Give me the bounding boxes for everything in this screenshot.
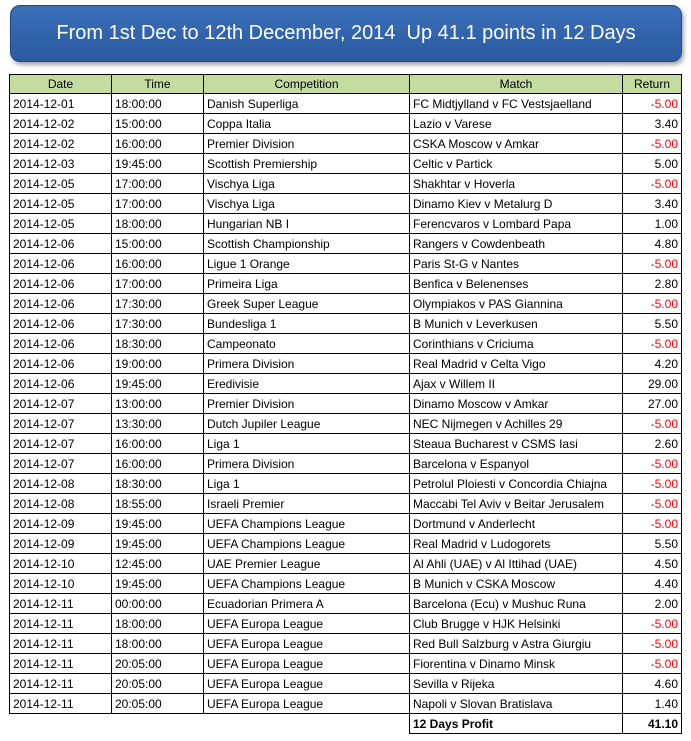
return-cell: -5.00 <box>623 474 682 494</box>
table-row <box>10 254 682 274</box>
competition-cell: Greek Super League <box>204 294 410 314</box>
date-cell: 2014-12-11 <box>10 694 112 714</box>
total-row <box>10 714 682 734</box>
table-row <box>10 214 682 234</box>
column-header-competition: Competition <box>204 75 410 94</box>
match-cell: Real Madrid v Ludogorets <box>410 534 623 554</box>
time-cell: 16:00:00 <box>112 134 204 154</box>
table-row <box>10 434 682 454</box>
competition-cell: Primera Division <box>204 354 410 374</box>
match-cell: B Munich v Leverkusen <box>410 314 623 334</box>
return-cell: 1.00 <box>623 214 682 234</box>
match-cell: Club Brugge v HJK Helsinki <box>410 614 623 634</box>
competition-cell: Vischya Liga <box>204 174 410 194</box>
table-row <box>10 154 682 174</box>
header-row <box>10 75 682 94</box>
time-cell: 18:00:00 <box>112 94 204 114</box>
match-cell: Ferencvaros v Lombard Papa <box>410 214 623 234</box>
date-cell: 2014-12-07 <box>10 414 112 434</box>
date-cell: 2014-12-10 <box>10 574 112 594</box>
column-header-return: Return <box>623 75 682 94</box>
competition-cell: UEFA Champions League <box>204 514 410 534</box>
match-cell: Ajax v Willem II <box>410 374 623 394</box>
competition-cell: UEFA Europa League <box>204 614 410 634</box>
competition-cell: UEFA Champions League <box>204 534 410 554</box>
competition-cell: Eredivisie <box>204 374 410 394</box>
match-cell: Dinamo Kiev v Metalurg D <box>410 194 623 214</box>
table-row <box>10 514 682 534</box>
time-cell: 17:30:00 <box>112 294 204 314</box>
total-blank-cell <box>204 714 410 734</box>
return-cell: -5.00 <box>623 614 682 634</box>
date-cell: 2014-12-05 <box>10 194 112 214</box>
time-cell: 18:30:00 <box>112 474 204 494</box>
table-row <box>10 94 682 114</box>
table-row <box>10 114 682 134</box>
return-cell: -5.00 <box>623 634 682 654</box>
match-cell: CSKA Moscow v Amkar <box>410 134 623 154</box>
competition-cell: Israeli Premier <box>204 494 410 514</box>
date-cell: 2014-12-05 <box>10 214 112 234</box>
results-table <box>9 74 682 734</box>
return-cell: 27.00 <box>623 394 682 414</box>
match-cell: Lazio v Varese <box>410 114 623 134</box>
time-cell: 19:45:00 <box>112 534 204 554</box>
time-cell: 19:45:00 <box>112 574 204 594</box>
match-cell: Real Madrid v Celta Vigo <box>410 354 623 374</box>
return-cell: -5.00 <box>623 334 682 354</box>
match-cell: Dinamo Moscow v Amkar <box>410 394 623 414</box>
time-cell: 17:00:00 <box>112 174 204 194</box>
match-cell: Barcelona (Ecu) v Mushuc Runa <box>410 594 623 614</box>
return-cell: 5.50 <box>623 534 682 554</box>
match-cell: Olympiakos v PAS Giannina <box>410 294 623 314</box>
total-label: 12 Days Profit <box>410 714 623 734</box>
date-cell: 2014-12-05 <box>10 174 112 194</box>
time-cell: 13:30:00 <box>112 414 204 434</box>
match-cell: Al Ahli (UAE) v Al Ittihad (UAE) <box>410 554 623 574</box>
return-cell: -5.00 <box>623 654 682 674</box>
match-cell: Sevilla v Rijeka <box>410 674 623 694</box>
match-cell: Maccabi Tel Aviv v Beitar Jerusalem <box>410 494 623 514</box>
competition-cell: Bundesliga 1 <box>204 314 410 334</box>
date-cell: 2014-12-11 <box>10 634 112 654</box>
time-cell: 13:00:00 <box>112 394 204 414</box>
competition-cell: UAE Premier League <box>204 554 410 574</box>
competition-cell: Premier Division <box>204 394 410 414</box>
time-cell: 18:00:00 <box>112 214 204 234</box>
table-row <box>10 394 682 414</box>
return-cell: 2.80 <box>623 274 682 294</box>
time-cell: 19:45:00 <box>112 514 204 534</box>
time-cell: 18:30:00 <box>112 334 204 354</box>
time-cell: 19:45:00 <box>112 374 204 394</box>
return-cell: 4.80 <box>623 234 682 254</box>
return-cell: -5.00 <box>623 294 682 314</box>
return-cell: -5.00 <box>623 134 682 154</box>
date-cell: 2014-12-11 <box>10 594 112 614</box>
table-row <box>10 194 682 214</box>
competition-cell: Hungarian NB I <box>204 214 410 234</box>
time-cell: 17:00:00 <box>112 274 204 294</box>
match-cell: Barcelona v Espanyol <box>410 454 623 474</box>
date-cell: 2014-12-06 <box>10 254 112 274</box>
date-cell: 2014-12-07 <box>10 394 112 414</box>
table-row <box>10 314 682 334</box>
competition-cell: UEFA Champions League <box>204 574 410 594</box>
column-header-date: Date <box>10 75 112 94</box>
table-row <box>10 534 682 554</box>
time-cell: 17:00:00 <box>112 194 204 214</box>
table-row <box>10 374 682 394</box>
competition-cell: UEFA Europa League <box>204 674 410 694</box>
total-blank-cell <box>10 714 112 734</box>
time-cell: 15:00:00 <box>112 234 204 254</box>
return-cell: 1.40 <box>623 694 682 714</box>
total-value: 41.10 <box>623 714 682 734</box>
date-cell: 2014-12-06 <box>10 274 112 294</box>
return-cell: -5.00 <box>623 514 682 534</box>
total-blank-cell <box>112 714 204 734</box>
date-cell: 2014-12-06 <box>10 314 112 334</box>
table-row <box>10 594 682 614</box>
date-cell: 2014-12-02 <box>10 134 112 154</box>
time-cell: 16:00:00 <box>112 254 204 274</box>
date-cell: 2014-12-06 <box>10 294 112 314</box>
match-cell: Steaua Bucharest v CSMS Iasi <box>410 434 623 454</box>
return-cell: 3.40 <box>623 194 682 214</box>
competition-cell: Primera Division <box>204 454 410 474</box>
competition-cell: Liga 1 <box>204 474 410 494</box>
date-cell: 2014-12-06 <box>10 234 112 254</box>
return-cell: 3.40 <box>623 114 682 134</box>
date-cell: 2014-12-02 <box>10 114 112 134</box>
competition-cell: Scottish Premiership <box>204 154 410 174</box>
return-cell: -5.00 <box>623 414 682 434</box>
time-cell: 18:00:00 <box>112 634 204 654</box>
return-cell: 29.00 <box>623 374 682 394</box>
return-cell: -5.00 <box>623 94 682 114</box>
column-header-match: Match <box>410 75 623 94</box>
match-cell: Paris St-G v Nantes <box>410 254 623 274</box>
return-cell: 5.50 <box>623 314 682 334</box>
table-row <box>10 414 682 434</box>
competition-cell: UEFA Europa League <box>204 634 410 654</box>
time-cell: 19:45:00 <box>112 154 204 174</box>
table-row <box>10 274 682 294</box>
table-row <box>10 294 682 314</box>
competition-cell: Ligue 1 Orange <box>204 254 410 274</box>
return-cell: -5.00 <box>623 494 682 514</box>
return-cell: 4.60 <box>623 674 682 694</box>
match-cell: Shakhtar v Hoverla <box>410 174 623 194</box>
time-cell: 16:00:00 <box>112 454 204 474</box>
match-cell: Corinthians v Criciuma <box>410 334 623 354</box>
table-row <box>10 134 682 154</box>
competition-cell: UEFA Europa League <box>204 654 410 674</box>
return-cell: 4.20 <box>623 354 682 374</box>
date-cell: 2014-12-06 <box>10 354 112 374</box>
return-cell: 5.00 <box>623 154 682 174</box>
date-cell: 2014-12-11 <box>10 614 112 634</box>
time-cell: 20:05:00 <box>112 674 204 694</box>
table-row <box>10 174 682 194</box>
date-cell: 2014-12-06 <box>10 374 112 394</box>
match-cell: Celtic v Partick <box>410 154 623 174</box>
date-cell: 2014-12-10 <box>10 554 112 574</box>
date-cell: 2014-12-07 <box>10 434 112 454</box>
table-row <box>10 334 682 354</box>
column-header-time: Time <box>112 75 204 94</box>
time-cell: 20:05:00 <box>112 654 204 674</box>
competition-cell: Primeira Liga <box>204 274 410 294</box>
date-cell: 2014-12-09 <box>10 534 112 554</box>
date-cell: 2014-12-08 <box>10 494 112 514</box>
match-cell: NEC Nijmegen v Achilles 29 <box>410 414 623 434</box>
return-cell: -5.00 <box>623 174 682 194</box>
table-row <box>10 354 682 374</box>
competition-cell: Dutch Jupiler League <box>204 414 410 434</box>
competition-cell: Coppa Italia <box>204 114 410 134</box>
return-cell: -5.00 <box>623 254 682 274</box>
time-cell: 12:45:00 <box>112 554 204 574</box>
table-row <box>10 234 682 254</box>
match-cell: FC Midtjylland v FC Vestsjaelland <box>410 94 623 114</box>
time-cell: 16:00:00 <box>112 434 204 454</box>
table-row <box>10 654 682 674</box>
return-cell: 4.40 <box>623 574 682 594</box>
competition-cell: Premier Division <box>204 134 410 154</box>
match-cell: Fiorentina v Dinamo Minsk <box>410 654 623 674</box>
table-row <box>10 494 682 514</box>
table-row <box>10 694 682 714</box>
table-row <box>10 634 682 654</box>
table-row <box>10 574 682 594</box>
time-cell: 20:05:00 <box>112 694 204 714</box>
table-row <box>10 674 682 694</box>
competition-cell: Vischya Liga <box>204 194 410 214</box>
time-cell: 18:55:00 <box>112 494 204 514</box>
date-cell: 2014-12-09 <box>10 514 112 534</box>
page-banner: From 1st Dec to 12th December, 2014 Up 41.1 points in 12 Days <box>10 5 682 62</box>
match-cell: Benfica v Belenenses <box>410 274 623 294</box>
match-cell: Dortmund v Anderlecht <box>410 514 623 534</box>
time-cell: 00:00:00 <box>112 594 204 614</box>
date-cell: 2014-12-08 <box>10 474 112 494</box>
return-cell: -5.00 <box>623 454 682 474</box>
table-row <box>10 474 682 494</box>
match-cell: B Munich v CSKA Moscow <box>410 574 623 594</box>
return-cell: 4.50 <box>623 554 682 574</box>
match-cell: Petrolul Ploiesti v Concordia Chiajna <box>410 474 623 494</box>
match-cell: Napoli v Slovan Bratislava <box>410 694 623 714</box>
date-cell: 2014-12-06 <box>10 334 112 354</box>
date-cell: 2014-12-03 <box>10 154 112 174</box>
time-cell: 17:30:00 <box>112 314 204 334</box>
table-row <box>10 554 682 574</box>
match-cell: Rangers v Cowdenbeath <box>410 234 623 254</box>
competition-cell: Danish Superliga <box>204 94 410 114</box>
match-cell: Red Bull Salzburg v Astra Giurgiu <box>410 634 623 654</box>
date-cell: 2014-12-11 <box>10 654 112 674</box>
date-cell: 2014-12-01 <box>10 94 112 114</box>
return-cell: 2.00 <box>623 594 682 614</box>
competition-cell: Scottish Championship <box>204 234 410 254</box>
competition-cell: UEFA Europa League <box>204 694 410 714</box>
time-cell: 15:00:00 <box>112 114 204 134</box>
table-row <box>10 614 682 634</box>
table-row <box>10 454 682 474</box>
competition-cell: Ecuadorian Primera A <box>204 594 410 614</box>
competition-cell: Campeonato <box>204 334 410 354</box>
competition-cell: Liga 1 <box>204 434 410 454</box>
time-cell: 19:00:00 <box>112 354 204 374</box>
date-cell: 2014-12-07 <box>10 454 112 474</box>
return-cell: 2.60 <box>623 434 682 454</box>
date-cell: 2014-12-11 <box>10 674 112 694</box>
time-cell: 18:00:00 <box>112 614 204 634</box>
